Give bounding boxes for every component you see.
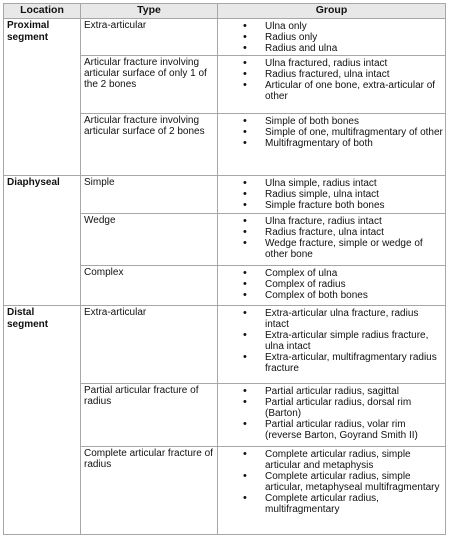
table-header-row xyxy=(4,4,446,19)
list-item: • Partial articular radius, dorsal rim (Barton) xyxy=(265,397,443,419)
type-cell: Extra-articular xyxy=(81,19,218,56)
list-item: • Ulna only xyxy=(265,21,443,32)
list-item: • Ulna fractured, radius intact xyxy=(265,58,443,69)
list-item: • Radius simple, ulna intact xyxy=(265,189,443,200)
group-cell xyxy=(218,447,446,535)
list-item: • Complex of radius xyxy=(265,279,443,290)
type-cell: Articular fracture involving articular surface of only 1 of the 2 bones xyxy=(81,56,218,114)
list-item: • Complete articular radius, multifragmentary xyxy=(265,493,443,515)
list-item: • Complex of ulna xyxy=(265,268,443,279)
list-item: • Ulna simple, radius intact xyxy=(265,178,443,189)
type-cell: Articular fracture involving articular surface of 2 bones xyxy=(81,114,218,176)
list-item: • Radius and ulna xyxy=(265,43,443,54)
list-item: • Extra-articular, multifragmentary radius fracture xyxy=(265,352,443,374)
list-item: • Simple fracture both bones xyxy=(265,200,443,211)
list-item: • Simple of one, multifragmentary of other xyxy=(265,127,443,138)
list-item: • Articular of one bone, extra-articular of other xyxy=(265,80,443,102)
type-cell: Complete articular fracture of radius xyxy=(81,447,218,535)
group-cell xyxy=(218,19,446,56)
list-item: • Partial articular radius, sagittal xyxy=(265,386,443,397)
location-cell: Diaphyseal xyxy=(4,176,81,306)
table-row xyxy=(4,176,446,214)
group-cell xyxy=(218,306,446,384)
group-cell xyxy=(218,266,446,306)
location-cell: Distal segment xyxy=(4,306,81,535)
list-item: • Radius fracture, ulna intact xyxy=(265,227,443,238)
group-cell xyxy=(218,56,446,114)
list-item: • Extra-articular ulna fracture, radius intact xyxy=(265,308,443,330)
list-item: • Wedge fracture, simple or wedge of other bone xyxy=(265,238,443,260)
fracture-classification-table xyxy=(3,3,446,535)
location-cell: Proximal segment xyxy=(4,19,81,176)
type-cell: Complex xyxy=(81,266,218,306)
list-item: • Complete articular radius, simple articular, metaphyseal multifragmentary xyxy=(265,471,443,493)
list-item: • Simple of both bones xyxy=(265,116,443,127)
table-row xyxy=(4,306,446,384)
type-cell: Extra-articular xyxy=(81,306,218,384)
type-cell: Simple xyxy=(81,176,218,214)
header-location: Location xyxy=(4,4,81,19)
list-item: • Radius only xyxy=(265,32,443,43)
list-item: • Radius fractured, ulna intact xyxy=(265,69,443,80)
list-item: • Complete articular radius, simple articular and metaphysis xyxy=(265,449,443,471)
header-group: Group xyxy=(218,4,446,19)
list-item: • Partial articular radius, volar rim (reverse Barton, Goyrand Smith II) xyxy=(265,419,443,441)
list-item: • Ulna fracture, radius intact xyxy=(265,216,443,227)
group-cell xyxy=(218,176,446,214)
type-cell: Wedge xyxy=(81,214,218,266)
type-cell: Partial articular fracture of radius xyxy=(81,384,218,447)
list-item: • Multifragmentary of both xyxy=(265,138,443,149)
header-type: Type xyxy=(81,4,218,19)
list-item: • Extra-articular simple radius fracture, ulna intact xyxy=(265,330,443,352)
group-cell xyxy=(218,384,446,447)
list-item: • Complex of both bones xyxy=(265,290,443,301)
group-cell xyxy=(218,214,446,266)
group-cell xyxy=(218,114,446,176)
table-row xyxy=(4,19,446,56)
